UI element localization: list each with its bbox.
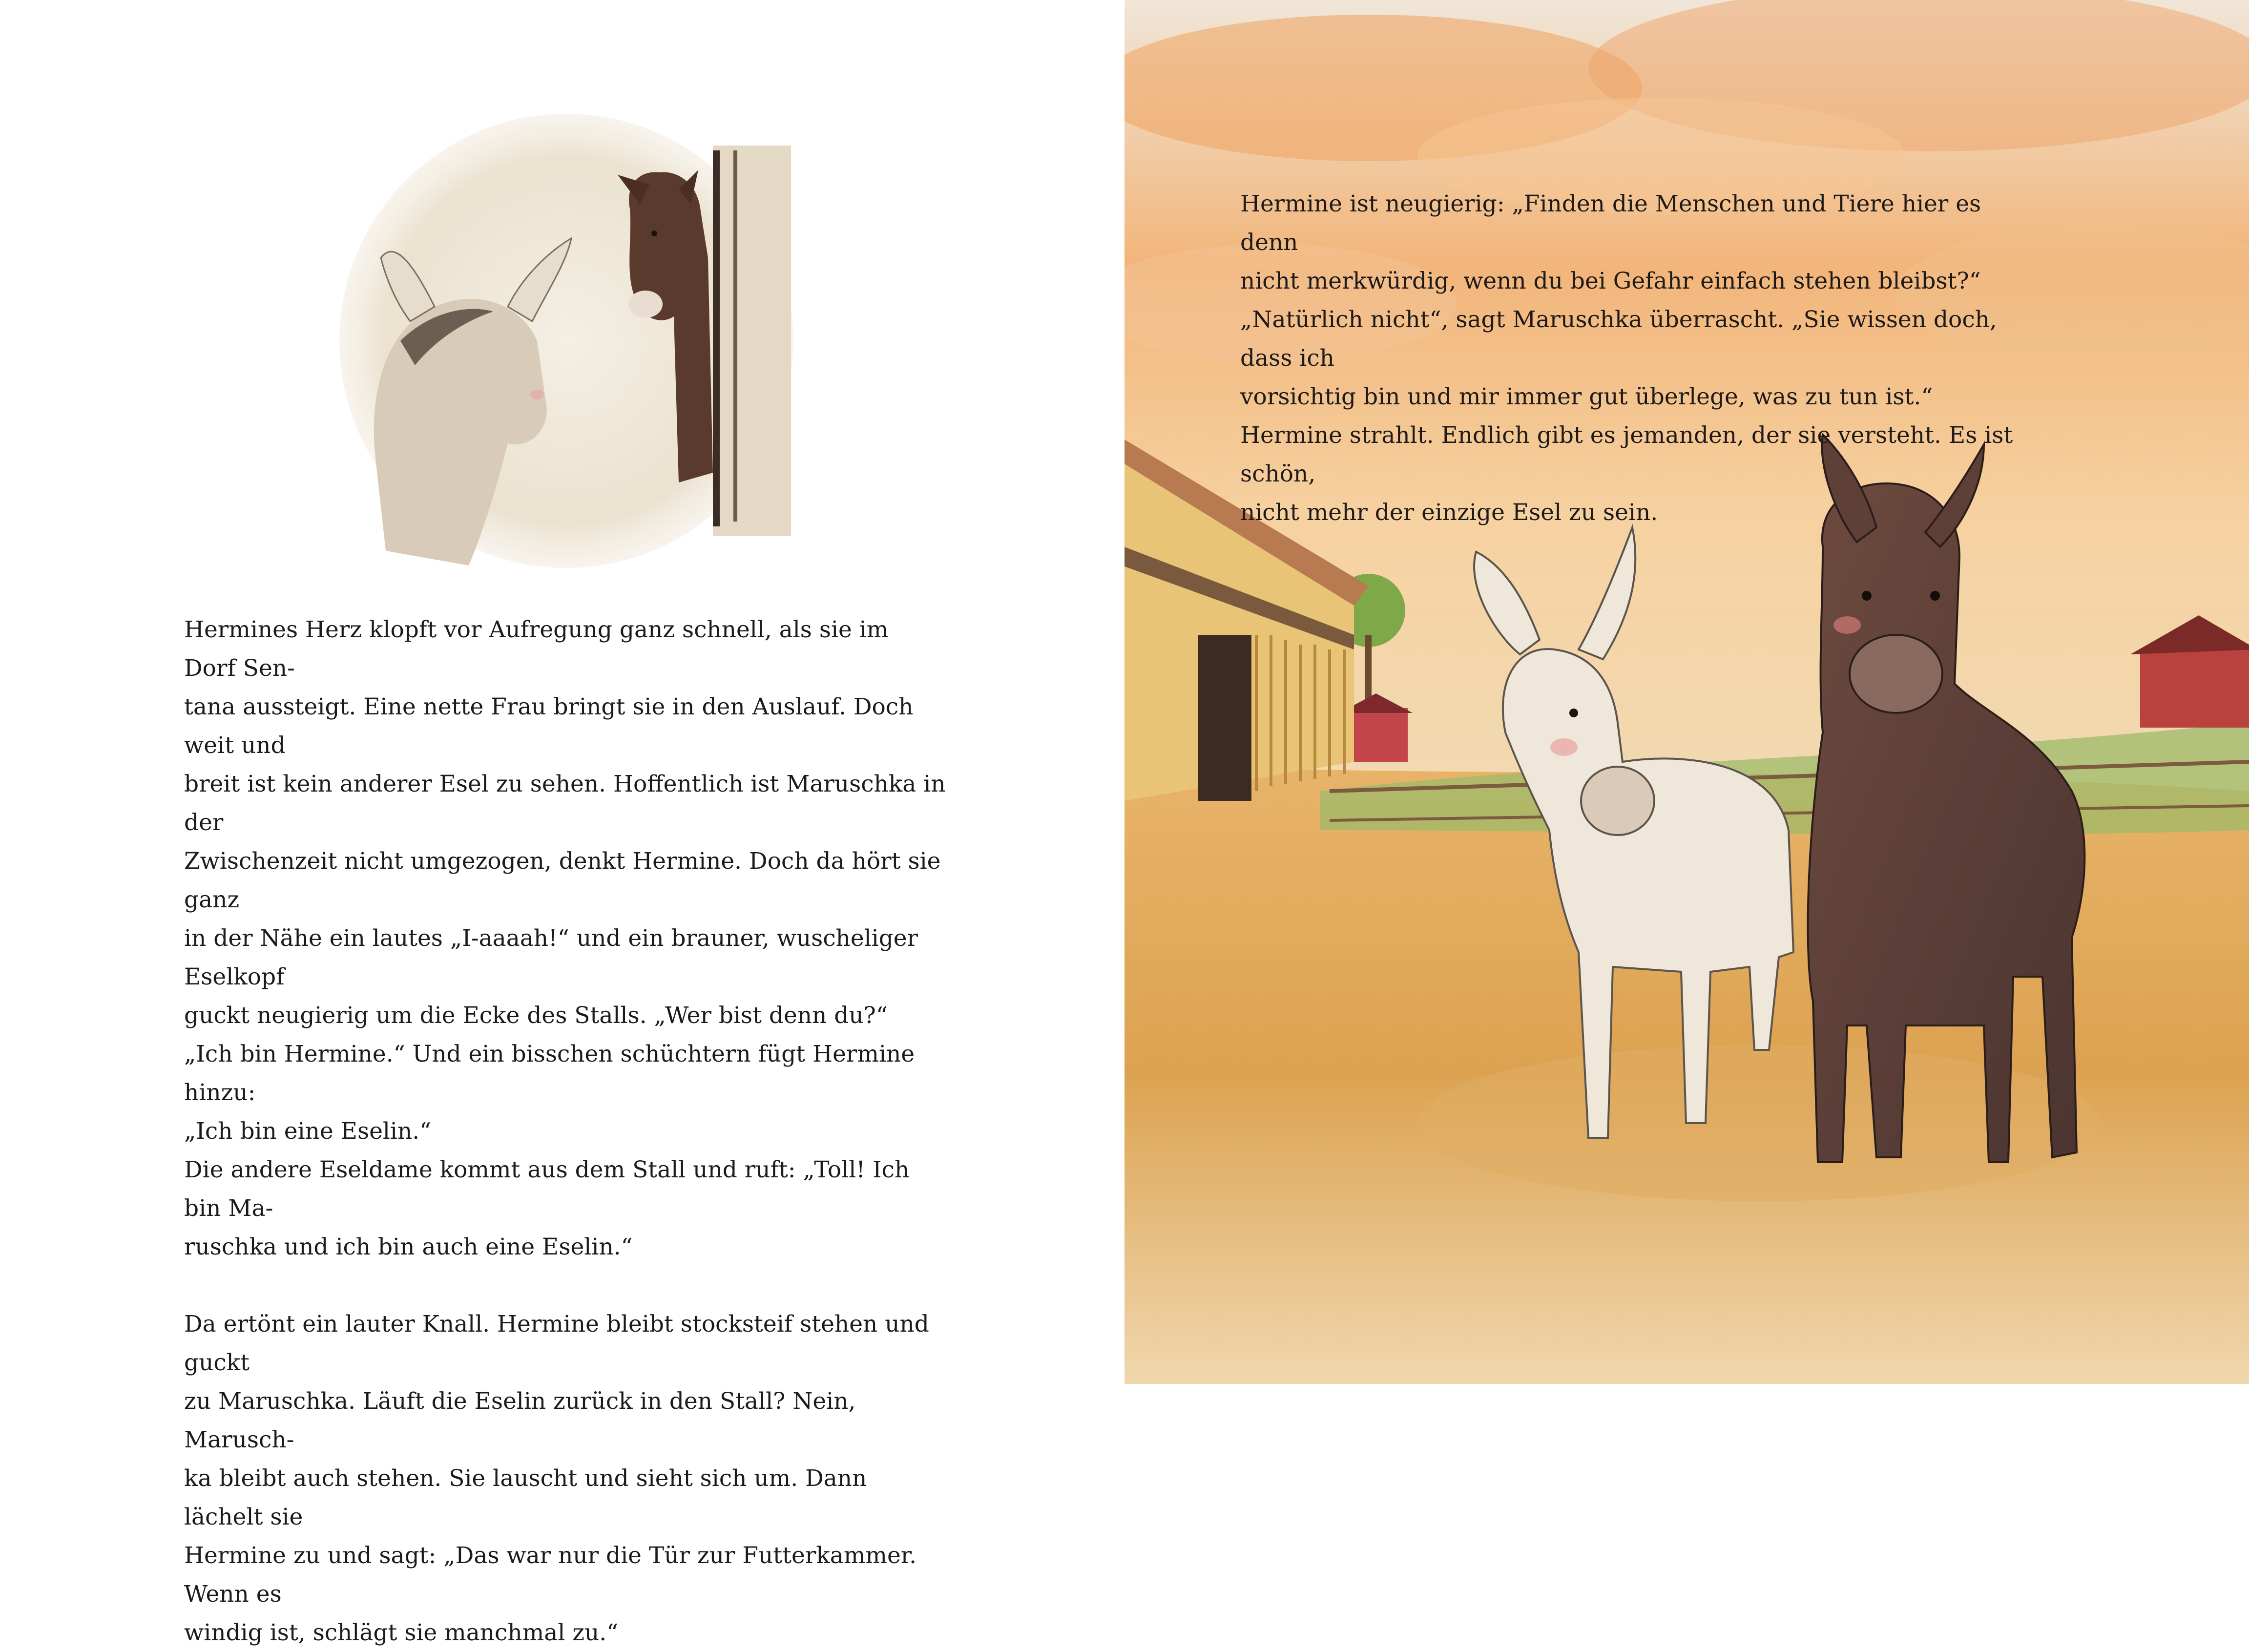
left-paragraph-1: Hermines Herz klopft vor Aufregung ganz schnell, als sie im Dorf Sen- tana aussteigt. Eine nette Frau bringt sie in den Auslauf. Doch weit und breit ist kein anderer Esel zu sehen. Hoffentlich ist Maruschka in der Zwischenzeit nicht umgezogen, denkt Hermine. Doch da hört sie ganz in der Nähe ein lautes „I-aaaah!“ und ein brauner, wuscheliger Eselkopf guckt neugierig um die Ecke des Stalls. „Wer bist denn du?“ „Ich bin Hermine.“ Und ein bisschen schüchtern fügt Hermine hinzu: „Ich bin eine Eselin.“ Die andere Eseldame kommt aus dem Stall und ruft: „Toll! Ich bin Ma- ruschka und ich bin auch eine Eselin.“ [184, 616, 946, 1260]
left-page-text [184, 610, 946, 1652]
right-page-text [1240, 185, 2031, 532]
left-page [0, 0, 1124, 1646]
donkeys-at-stable-vignette-illustration [337, 111, 796, 570]
left-paragraph-2: Da ertönt ein lauter Knall. Hermine bleibt stocksteif stehen und guckt zu Maruschka. Läuft die Eselin zurück in den Stall? Nein, Marusch- ka bleibt auch stehen. Sie lauscht und sieht sich um. Dann lächelt sie Hermine zu und sagt: „Das war nur die Tür zur Futterkammer. Wenn es windig ist, schlägt sie manchmal zu.“ [184, 1311, 929, 1646]
right-page [1124, 0, 2249, 1384]
right-paragraph: Hermine ist neugierig: „Finden die Menschen und Tiere hier es denn nicht merkwürdig, wenn du bei Gefahr einfach stehen bleibst?“ „Natürlich nicht“, sagt Maruschka überrascht. „Sie wissen doch, dass ich vorsichtig bin und mir immer gut überlege, was zu tun ist.“ Hermine strahlt. Endlich gibt es jemanden, der sie versteht. Es ist schön, nicht mehr der einzige Esel zu sein. [1240, 190, 2013, 526]
